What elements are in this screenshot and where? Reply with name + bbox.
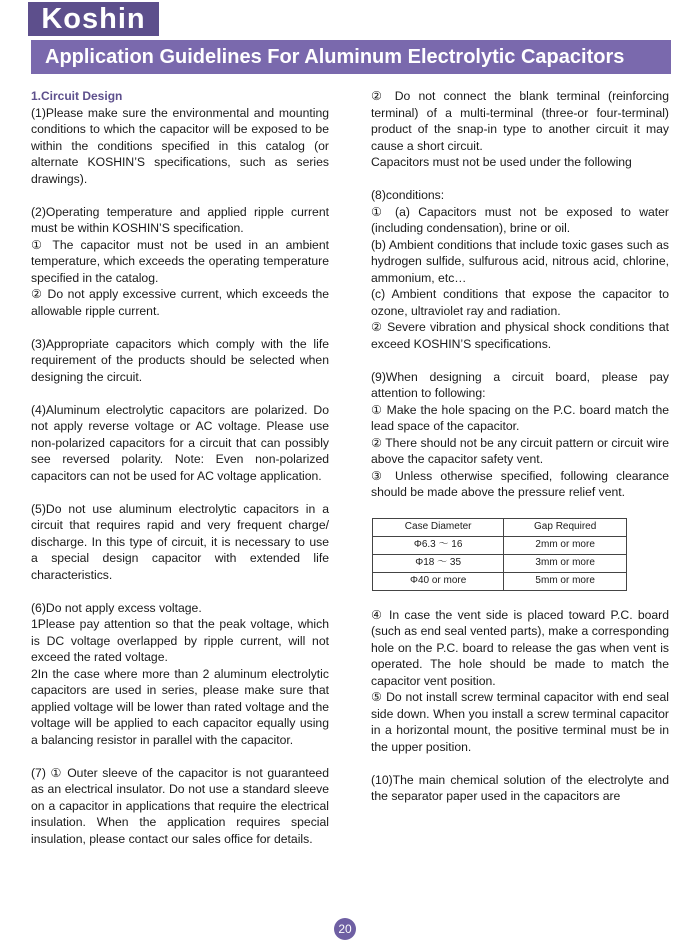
table-cell: 3mm or more (504, 554, 627, 572)
section-heading: 1.Circuit Design (31, 89, 123, 103)
guideline-6-intro: (6)Do not apply excess voltage. (31, 600, 202, 615)
guideline-6-item-1: 1Please pay attention so that the peak voltage, which is DC voltage overlapped by ripple current, will not exceed the rated voltage. (31, 617, 329, 664)
guideline-9-item-3: ③ Unless otherwise specified, following clearance should be made above the pressure relief vent. (371, 468, 669, 499)
guideline-9-item-1: ① Make the hole spacing on the P.C. board match the lead space of the capacitor. (371, 402, 669, 433)
guideline-6 (31, 600, 329, 749)
table-row (373, 554, 627, 572)
guideline-9-intro: (9)When designing a circuit board, please pay attention to following: (371, 369, 669, 400)
guideline-2-item-2: ② Do not apply excessive current, which exceeds the allowable ripple current. (31, 287, 329, 318)
guideline-8-item-b: (b) Ambient conditions that include toxic gases such as hydrogen sulfide, sulfurous acid, nitrous acid, chlorine, ammonium, etc… (371, 237, 669, 285)
table-cell: 2mm or more (504, 536, 627, 554)
guideline-8-item-2: ② Severe vibration and physical shock conditions that exceed KOSHIN’S specifications. (371, 320, 669, 351)
guideline-4: (4)Aluminum electrolytic capacitors are polarized. Do not apply reverse voltage or AC voltage. Please use non-polarized capacitors for a circuit that can possibly see reversed polarity. Note: Even non-polarized capacitors can not be used for AC voltage application. (31, 402, 329, 483)
table-cell: 5mm or more (504, 572, 627, 590)
guideline-10: (10)The main chemical solution of the electrolyte and the separator paper used in the capacitors are (371, 772, 669, 803)
table-header-cell: Case Diameter (373, 518, 504, 536)
guideline-2-intro: (2)Operating temperature and applied ripple current must be within KOSHIN’S specification. (31, 204, 329, 235)
guideline-7: (7) ① Outer sleeve of the capacitor is not guaranteed as an electrical insulator. Do not use a standard sleeve on a capacitor in applications that require the electrical insulation. When the application requires special insulation, please contact our sales office for details. (31, 765, 329, 846)
guideline-9-item-2: ② There should not be any circuit pattern or circuit wire above the capacitor safety vent. (371, 435, 669, 466)
guideline-9 (371, 369, 669, 501)
guideline-6-item-2: 2In the case where more than 2 aluminum electrolytic capacitors are used in series, please make sure that applied voltage will be lower than rated voltage and the voltage will be applied to each capacitor equally using a balancing resistor in parallel with the capacitor. (31, 666, 329, 747)
guideline-7-continued (371, 88, 669, 171)
table-cell: Φ18 ～ 35 (373, 554, 504, 572)
guideline-8-item-c: (c) Ambient conditions that expose the capacitor to ozone, ultraviolet ray and radiation. (371, 287, 669, 318)
table-cell: Φ40 or more (373, 572, 504, 590)
page-title: Application Guidelines For Aluminum Electrolytic Capacitors (31, 40, 671, 74)
guideline-5: (5)Do not use aluminum electrolytic capacitors in a circuit that requires rapid and very frequent charge/ discharge. In this type of circuit, it is necessary to use a special design capacitor with extended life characteristics. (31, 501, 329, 582)
guideline-7-item-2: ② Do not connect the blank terminal (reinforcing terminal) of a multi-terminal (three-or four-terminal) product of the snap-in type to another circuit it may cause a short circuit. (371, 89, 669, 153)
guideline-9-item-4: ④ In case the vent side is placed toward P.C. board (such as end seal vented parts), make a corresponding hole on the P.C. board to release the gas when vent is operated. The hole should be made to match the capacitor vent position. (371, 607, 669, 688)
left-column (31, 88, 329, 847)
clearance-table (372, 518, 627, 591)
table-header-row (373, 518, 627, 536)
table-row (373, 572, 627, 590)
guideline-1: (1)Please make sure the environmental and mounting conditions to which the capacitor will be exposed to be within the conditions specified in this catalog (or alternate KOSHIN’S specifications, such as series drawings). (31, 105, 329, 186)
guideline-8-intro: (8)conditions: (371, 188, 445, 202)
guideline-8-item-a: ① (a) Capacitors must not be exposed to water (including condensation), brine or oil. (371, 204, 669, 235)
guideline-3: (3)Appropriate capacitors which comply with the life requirement of the products should be selected when designing the circuit. (31, 336, 329, 384)
right-column (371, 88, 669, 805)
brand-logo: Koshin (28, 2, 159, 36)
guideline-8 (371, 187, 669, 352)
table-cell: Φ6.3 ～ 16 (373, 536, 504, 554)
guideline-7-note: Capacitors must not be used under the following (371, 155, 632, 169)
guideline-2-item-1: ① The capacitor must not be used in an ambient temperature, which exceeds the operating temperature specified in the catalog. (31, 237, 329, 285)
table-header-cell: Gap Required (504, 518, 627, 536)
guideline-9-item-5: ⑤ Do not install screw terminal capacitor with end seal side down. When you install a screw terminal capacitor in a horizontal mount, the positive terminal must be in the upper position. (371, 690, 669, 754)
guideline-2 (31, 204, 329, 320)
table-row (373, 536, 627, 554)
guideline-9-continued (371, 607, 669, 756)
page-number: 20 (334, 918, 356, 940)
